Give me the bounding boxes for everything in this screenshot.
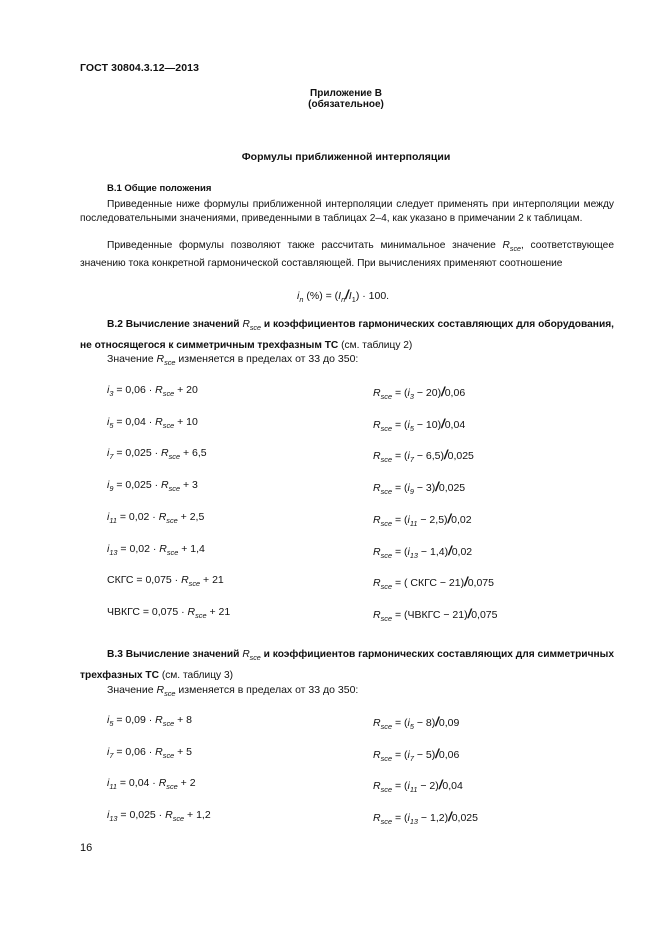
r-subscript: sce bbox=[172, 814, 185, 824]
formula-minus: − 10) bbox=[413, 418, 442, 431]
formula-const: + 20 bbox=[174, 384, 198, 396]
formula-symbol: i bbox=[407, 748, 410, 761]
formula-symbol: i bbox=[407, 780, 410, 793]
formula-coef: = 0,06 · bbox=[113, 745, 156, 758]
formula-symbol: i bbox=[107, 510, 110, 523]
r-symbol: R bbox=[158, 777, 167, 790]
formula-divisor: 0,025 bbox=[451, 812, 478, 825]
formula-divisor: 0,075 bbox=[471, 608, 498, 621]
r-symbol: R bbox=[373, 482, 381, 495]
formula-left bbox=[107, 809, 211, 823]
formula-symbol: i bbox=[407, 482, 410, 495]
formula-symbol: СКГС bbox=[410, 577, 437, 590]
formula-open: = ( bbox=[392, 780, 408, 793]
r-subscript: sce bbox=[380, 582, 393, 592]
formula-right bbox=[373, 416, 465, 433]
division-slash: / bbox=[435, 714, 439, 729]
r-subscript: sce bbox=[380, 392, 393, 401]
division-slash: / bbox=[441, 384, 445, 399]
formula-right bbox=[373, 714, 459, 731]
r-symbol: R bbox=[373, 387, 381, 399]
formula-symbol: i bbox=[407, 812, 410, 825]
formula-symbol: i bbox=[107, 415, 110, 428]
formula-coef: = 0,04 · bbox=[113, 415, 156, 428]
formula-open: = ( bbox=[392, 577, 411, 590]
formula-open: = ( bbox=[392, 812, 408, 825]
formula-symbol: ЧВКГС bbox=[107, 605, 140, 618]
r-symbol: R bbox=[155, 714, 163, 726]
formula-subscript: 7 bbox=[409, 455, 414, 465]
formula-divisor: 0,02 bbox=[451, 545, 473, 558]
r-subscript: sce bbox=[166, 515, 178, 525]
r-subscript: sce bbox=[380, 550, 393, 560]
division-slash: / bbox=[435, 745, 439, 761]
formula-symbol: СКГС bbox=[107, 574, 134, 587]
formula-left bbox=[107, 511, 204, 525]
r-symbol: R bbox=[181, 574, 189, 587]
formula-divisor: 0,04 bbox=[444, 418, 466, 431]
formula-coef: = 0,02 · bbox=[117, 542, 160, 555]
formula-const: + 6,5 bbox=[180, 447, 207, 460]
formula-open: = ( bbox=[392, 748, 408, 761]
division-slash: / bbox=[444, 447, 448, 463]
formula-minus: − 3) bbox=[413, 482, 436, 495]
formula-open: = ( bbox=[392, 545, 408, 558]
r-subscript: sce bbox=[162, 719, 175, 728]
division-slash: / bbox=[448, 542, 452, 558]
formula-subscript: 11 bbox=[109, 515, 117, 525]
division-slash: / bbox=[441, 415, 445, 431]
formula-divisor: 0,04 bbox=[442, 780, 463, 793]
formula-coef: = 0,025 · bbox=[113, 447, 162, 460]
formula-subscript: 5 bbox=[409, 423, 414, 433]
formula-divisor: 0,06 bbox=[438, 748, 460, 761]
r-symbol: R bbox=[165, 809, 173, 822]
r-subscript: sce bbox=[380, 817, 393, 827]
formula-divisor: 0,025 bbox=[438, 482, 466, 495]
formula-const: + 2 bbox=[177, 777, 196, 790]
r-subscript: sce bbox=[380, 518, 393, 528]
division-slash: / bbox=[464, 574, 468, 590]
formula-minus: − 21) bbox=[440, 608, 468, 621]
formula-symbol: i bbox=[107, 479, 110, 492]
formula-symbol: i bbox=[407, 387, 410, 399]
formula-right bbox=[373, 384, 465, 401]
r-symbol: R bbox=[159, 542, 167, 555]
formula-open: = ( bbox=[392, 450, 408, 463]
formula-right bbox=[373, 809, 478, 826]
formula-symbol: i bbox=[107, 809, 110, 822]
formula-subscript: 3 bbox=[409, 392, 414, 401]
formula-coef: = 0,04 · bbox=[116, 777, 159, 790]
formula-const: + 1,2 bbox=[184, 809, 211, 822]
formula-left bbox=[107, 746, 192, 760]
formula-symbol: i bbox=[107, 745, 110, 758]
formula-coef: = 0,025 · bbox=[117, 809, 166, 822]
formula-subscript: 7 bbox=[409, 753, 414, 763]
formula-minus: − 8) bbox=[413, 717, 436, 729]
r-symbol: R bbox=[373, 608, 381, 621]
r-subscript: sce bbox=[380, 423, 393, 433]
formula-open: = ( bbox=[392, 418, 408, 431]
section-b1-paragraph-2: Приведенные формулы позволяют также рассчитать минимальное значение $R_{sce}$, соответствующее значению тока конкретной гармонической составляющей. При вычислениях применяют соотношение bbox=[80, 240, 614, 269]
formula-minus: − 2,5) bbox=[417, 513, 448, 526]
r-subscript: sce bbox=[166, 782, 178, 792]
formula-right bbox=[373, 606, 497, 623]
division-slash: / bbox=[467, 605, 472, 621]
formula-coef: = 0,075 · bbox=[139, 605, 188, 618]
formula-symbol: i bbox=[107, 384, 110, 396]
formula-divisor: 0,025 bbox=[447, 450, 474, 463]
r-symbol: R bbox=[373, 780, 381, 793]
appendix-note: (обязательное) bbox=[308, 99, 384, 110]
formula-symbol: i bbox=[407, 418, 410, 431]
formula-minus: − 5) bbox=[413, 748, 436, 761]
formula-minus: − 20) bbox=[413, 387, 442, 399]
formula-subscript: 11 bbox=[409, 785, 418, 795]
r-symbol: R bbox=[373, 748, 381, 761]
formula-coef: = 0,06 · bbox=[113, 384, 156, 396]
formula-minus: − 21) bbox=[436, 577, 465, 590]
formula-open: = ( bbox=[392, 387, 408, 399]
division-slash: / bbox=[435, 479, 439, 495]
r-subscript: sce bbox=[168, 452, 181, 462]
section-b2-range: Значение $R_{sce}$ изменяется в пределах от 33 до 350: bbox=[107, 353, 359, 367]
page-number: 16 bbox=[80, 842, 93, 854]
r-symbol: R bbox=[373, 545, 381, 558]
formula-symbol: i bbox=[407, 450, 410, 463]
formula-symbol: i bbox=[107, 447, 110, 460]
formula-symbol: i bbox=[407, 513, 410, 526]
formula-const: + 21 bbox=[206, 605, 231, 618]
formula-left bbox=[107, 574, 224, 588]
r-subscript: sce bbox=[380, 455, 393, 465]
r-symbol: R bbox=[373, 418, 381, 431]
formula-coef: = 0,02 · bbox=[116, 510, 159, 523]
formula-left bbox=[107, 447, 207, 461]
formula-right bbox=[373, 511, 472, 528]
section-b2-heading: В.2 Вычисление значений $R_{sce}$ и коэффициентов гармонических составляющих для оборудования, не относящегося к симметричным трехфазным ТС (см. таблицу 2) bbox=[80, 319, 614, 351]
formula-symbol: i bbox=[107, 777, 110, 790]
formula-right bbox=[373, 574, 494, 591]
formula-subscript: 5 bbox=[109, 719, 114, 728]
formula-subscript: 5 bbox=[109, 420, 114, 430]
formula-left bbox=[107, 479, 198, 493]
r-symbol: R bbox=[187, 605, 196, 618]
division-slash: / bbox=[438, 777, 443, 793]
r-subscript: sce bbox=[162, 750, 175, 760]
ratio-formula: $i_n$ (%) = $(I_n/I_1) \cdot 100$. bbox=[297, 287, 390, 304]
section-b3-heading: В.3 Вычисление значений $R_{sce}$ и коэффициентов гармонических составляющих для симметричных трехфазных ТС (см. таблицу 3) bbox=[80, 649, 614, 681]
r-symbol: R bbox=[373, 513, 381, 526]
r-subscript: sce bbox=[162, 420, 175, 430]
r-symbol: R bbox=[155, 415, 163, 428]
r-subscript: sce bbox=[168, 484, 181, 494]
formula-left bbox=[107, 714, 192, 728]
r-symbol: R bbox=[373, 812, 381, 825]
formula-coef: = 0,075 · bbox=[133, 574, 182, 587]
formula-symbol: i bbox=[407, 545, 410, 558]
section-b1-heading: В.1 Общие положения bbox=[107, 183, 212, 194]
r-symbol: R bbox=[158, 510, 167, 523]
formula-subscript: 13 bbox=[109, 814, 118, 824]
formula-coef: = 0,09 · bbox=[113, 714, 156, 726]
r-subscript: sce bbox=[195, 610, 207, 620]
formula-left bbox=[107, 606, 230, 620]
formula-divisor: 0,06 bbox=[444, 387, 466, 399]
formula-subscript: 9 bbox=[109, 484, 114, 494]
formula-right bbox=[373, 543, 472, 560]
r-symbol: R bbox=[373, 717, 381, 729]
formula-right bbox=[373, 777, 463, 794]
formula-const: + 2,5 bbox=[177, 510, 205, 523]
r-subscript: sce bbox=[380, 487, 393, 497]
formula-right bbox=[373, 479, 465, 496]
formula-minus: − 1,2) bbox=[418, 812, 449, 825]
formula-subscript: 11 bbox=[109, 782, 117, 792]
formula-open: = ( bbox=[392, 717, 408, 729]
appendix-title: Приложение В bbox=[310, 88, 382, 99]
r-symbol: R bbox=[373, 577, 381, 590]
formula-const: + 21 bbox=[200, 574, 224, 587]
formula-left bbox=[107, 543, 205, 557]
r-subscript: sce bbox=[162, 389, 175, 398]
formula-subscript: 13 bbox=[409, 550, 419, 560]
r-symbol: R bbox=[155, 384, 163, 396]
r-symbol: R bbox=[161, 479, 169, 492]
r-symbol: R bbox=[161, 447, 169, 460]
formula-subscript: 7 bbox=[109, 452, 114, 462]
section-b1-paragraph-1: Приведенные ниже формулы приближенной интерполяции следует применять при интерполяции между последовательными значениями, приведенными в таблицах 2–4, как указано в примечании 2 к таблицам. bbox=[80, 199, 614, 224]
formula-symbol: i bbox=[107, 542, 110, 555]
formula-const: + 1,4 bbox=[178, 542, 205, 555]
formula-open: = ( bbox=[392, 608, 408, 621]
r-symbol: R bbox=[155, 745, 163, 758]
formula-const: + 10 bbox=[174, 415, 198, 428]
r-subscript: sce bbox=[166, 547, 179, 557]
formula-right bbox=[373, 746, 459, 763]
formula-right bbox=[373, 447, 474, 464]
r-symbol: R bbox=[373, 450, 381, 463]
formula-const: + 8 bbox=[174, 714, 193, 726]
r-subscript: sce bbox=[380, 753, 393, 763]
formula-symbol: i bbox=[407, 717, 410, 729]
formula-subscript: 11 bbox=[409, 518, 418, 528]
formula-minus: − 6,5) bbox=[413, 450, 444, 463]
formula-left bbox=[107, 777, 196, 791]
formula-subscript: 13 bbox=[409, 817, 419, 827]
formula-const: + 5 bbox=[174, 745, 193, 758]
formula-subscript: 5 bbox=[409, 722, 414, 731]
formula-open: = ( bbox=[392, 513, 408, 526]
formula-subscript: 3 bbox=[109, 389, 114, 398]
formula-divisor: 0,09 bbox=[438, 717, 460, 729]
formula-minus: − 2) bbox=[417, 780, 439, 793]
formula-open: = ( bbox=[392, 482, 408, 495]
formula-divisor: 0,02 bbox=[451, 513, 472, 526]
formula-symbol: i bbox=[107, 714, 110, 726]
formula-const: + 3 bbox=[180, 479, 198, 492]
main-title: Формулы приближенной интерполяции bbox=[241, 151, 451, 163]
r-subscript: sce bbox=[188, 579, 201, 589]
section-b3-range: Значение $R_{sce}$ изменяется в пределах от 33 до 350: bbox=[107, 684, 359, 698]
document-id: ГОСТ 30804.3.12—2013 bbox=[80, 62, 200, 74]
formula-subscript: 13 bbox=[109, 547, 118, 557]
division-slash: / bbox=[447, 510, 452, 526]
division-slash: / bbox=[448, 809, 452, 825]
formula-symbol: ЧВКГС bbox=[407, 608, 441, 621]
formula-minus: − 1,4) bbox=[418, 545, 449, 558]
formula-divisor: 0,075 bbox=[467, 577, 494, 590]
r-subscript: sce bbox=[380, 613, 393, 623]
r-subscript: sce bbox=[380, 785, 393, 795]
formula-subscript: 7 bbox=[109, 750, 114, 760]
formula-left bbox=[107, 416, 198, 430]
formula-coef: = 0,025 · bbox=[113, 479, 162, 492]
formula-left bbox=[107, 384, 198, 398]
formula-subscript: 9 bbox=[409, 487, 414, 497]
r-subscript: sce bbox=[380, 722, 393, 731]
